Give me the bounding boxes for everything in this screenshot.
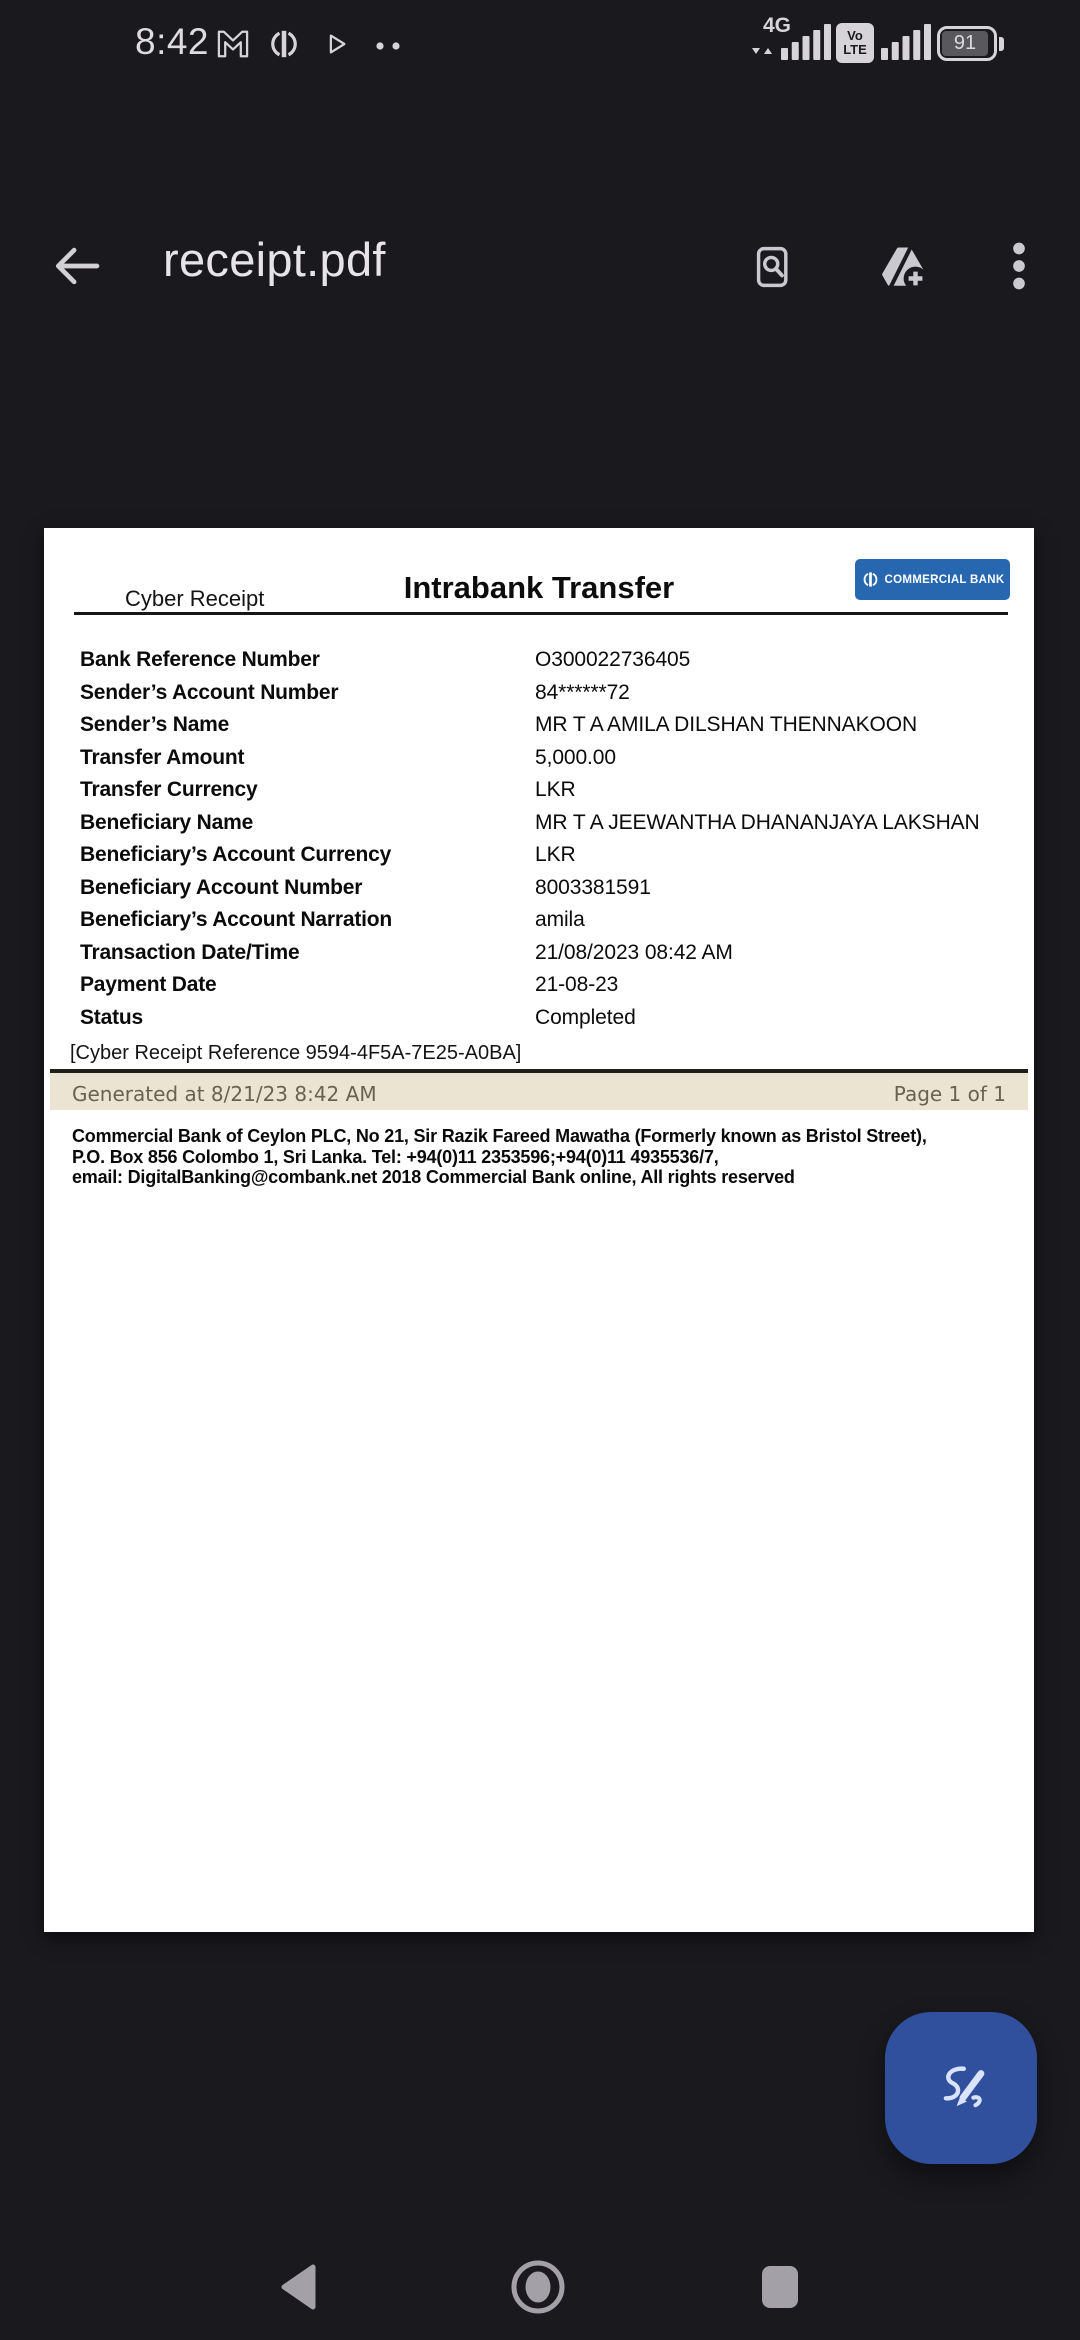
field-value: 8003381591 [535,875,651,899]
receipt-reference: [Cyber Receipt Reference 9594-4F5A-7E25-A0BA] [70,1042,522,1064]
page-indicator: Page 1 of 1 [893,1081,1006,1106]
table-row [80,807,1008,840]
nav-back-icon [278,2261,318,2313]
pdf-page [44,528,1034,1932]
nav-home-button[interactable] [510,2259,566,2318]
footer-line: email: DigitalBanking@combank.net 2018 Commercial Bank online, All rights reserved [72,1167,795,1187]
signal-bars-sim2-icon [881,22,931,65]
pdf-viewer[interactable] [0,260,1080,2210]
battery-percent: 91 [942,31,988,56]
battery-icon [937,26,997,61]
receipt-fields [80,644,1008,1034]
bank-logo [855,559,1010,600]
gmail-notification-icon [215,29,251,64]
table-row [80,904,1008,937]
nav-recents-button[interactable] [760,2264,800,2313]
app-bar [0,88,1080,286]
field-label: Beneficiary’s Account Narration [80,908,392,932]
receipt-kind-label: Cyber Receipt [125,586,265,611]
table-row [80,774,1008,807]
play-notification-icon [322,30,350,63]
field-value: O300022736405 [535,648,691,672]
battery-indicator [937,26,1004,61]
field-value: MR T A AMILA DILSHAN THENNAKOON [535,713,918,737]
receipt-title: Intrabank Transfer [403,570,675,605]
document-title: receipt.pdf [163,233,386,286]
bank-address-footer [72,1126,927,1188]
table-row [80,937,1008,970]
navigation-bar [0,2210,1080,2340]
table-row [80,742,1008,775]
field-value: LKR [535,843,576,867]
field-value: Completed [535,1005,636,1029]
field-label: Transfer Currency [80,778,258,802]
field-label: Bank Reference Number [80,648,320,672]
field-value: amila [535,908,585,932]
volte-badge [836,23,874,63]
table-row [80,709,1008,742]
field-label: Sender’s Name [80,713,230,737]
signature-pen-icon [928,2055,994,2121]
field-label: Beneficiary Account Number [80,875,363,899]
field-label: Payment Date [80,973,217,997]
table-row [80,969,1008,1002]
annotate-signature-fab[interactable] [885,2012,1037,2164]
field-label: Transfer Amount [80,745,245,769]
field-value: 21/08/2023 08:42 AM [535,940,733,964]
table-row [80,644,1008,677]
signal-bars-sim1-icon [781,22,831,65]
nav-home-icon [510,2259,566,2315]
generated-bar [50,1069,1028,1110]
field-label: Transaction Date/Time [80,940,300,964]
field-value: LKR [535,778,576,802]
table-row [80,872,1008,905]
nav-back-button[interactable] [278,2261,318,2316]
bank-logo-text: COMMERCIAL BANK [884,573,1005,586]
volte-bottom: LTE [843,41,867,57]
field-value: MR T A JEEWANTHA DHANANJAYA LAKSHAN [535,810,980,834]
field-label: Beneficiary’s Account Currency [80,843,392,867]
table-row [80,1002,1008,1035]
footer-line: P.O. Box 856 Colombo 1, Sri Lanka. Tel: +94(0)11 2353596;+94(0)11 4935536/7, [72,1146,719,1167]
field-value: 5,000.00 [535,745,616,769]
footer-line: Commercial Bank of Ceylon PLC, No 21, Sir Razik Fareed Mawatha (Formerly known as Bristol Street), [72,1126,927,1146]
field-value: 84******72 [535,680,630,704]
more-notifications-dots-icon [374,39,404,57]
bank-logo-glyph-icon [861,570,880,589]
status-time: 8:42 [135,21,210,62]
network-type-badge: 4G [763,14,792,37]
nav-recents-icon [760,2264,800,2310]
volte-top: Vo [847,28,863,43]
table-row [80,839,1008,872]
commercial-bank-app-icon [266,26,302,67]
status-bar [0,0,1080,88]
field-label: Sender’s Account Number [80,680,339,704]
field-label: Status [80,1005,143,1029]
battery-nub [999,37,1004,51]
table-row [80,677,1008,710]
field-value: 21-08-23 [535,973,619,997]
data-activity-arrows-icon [750,44,774,63]
header-divider [74,612,1008,615]
field-label: Beneficiary Name [80,810,254,834]
generated-timestamp: Generated at 8/21/23 8:42 AM [72,1081,377,1106]
